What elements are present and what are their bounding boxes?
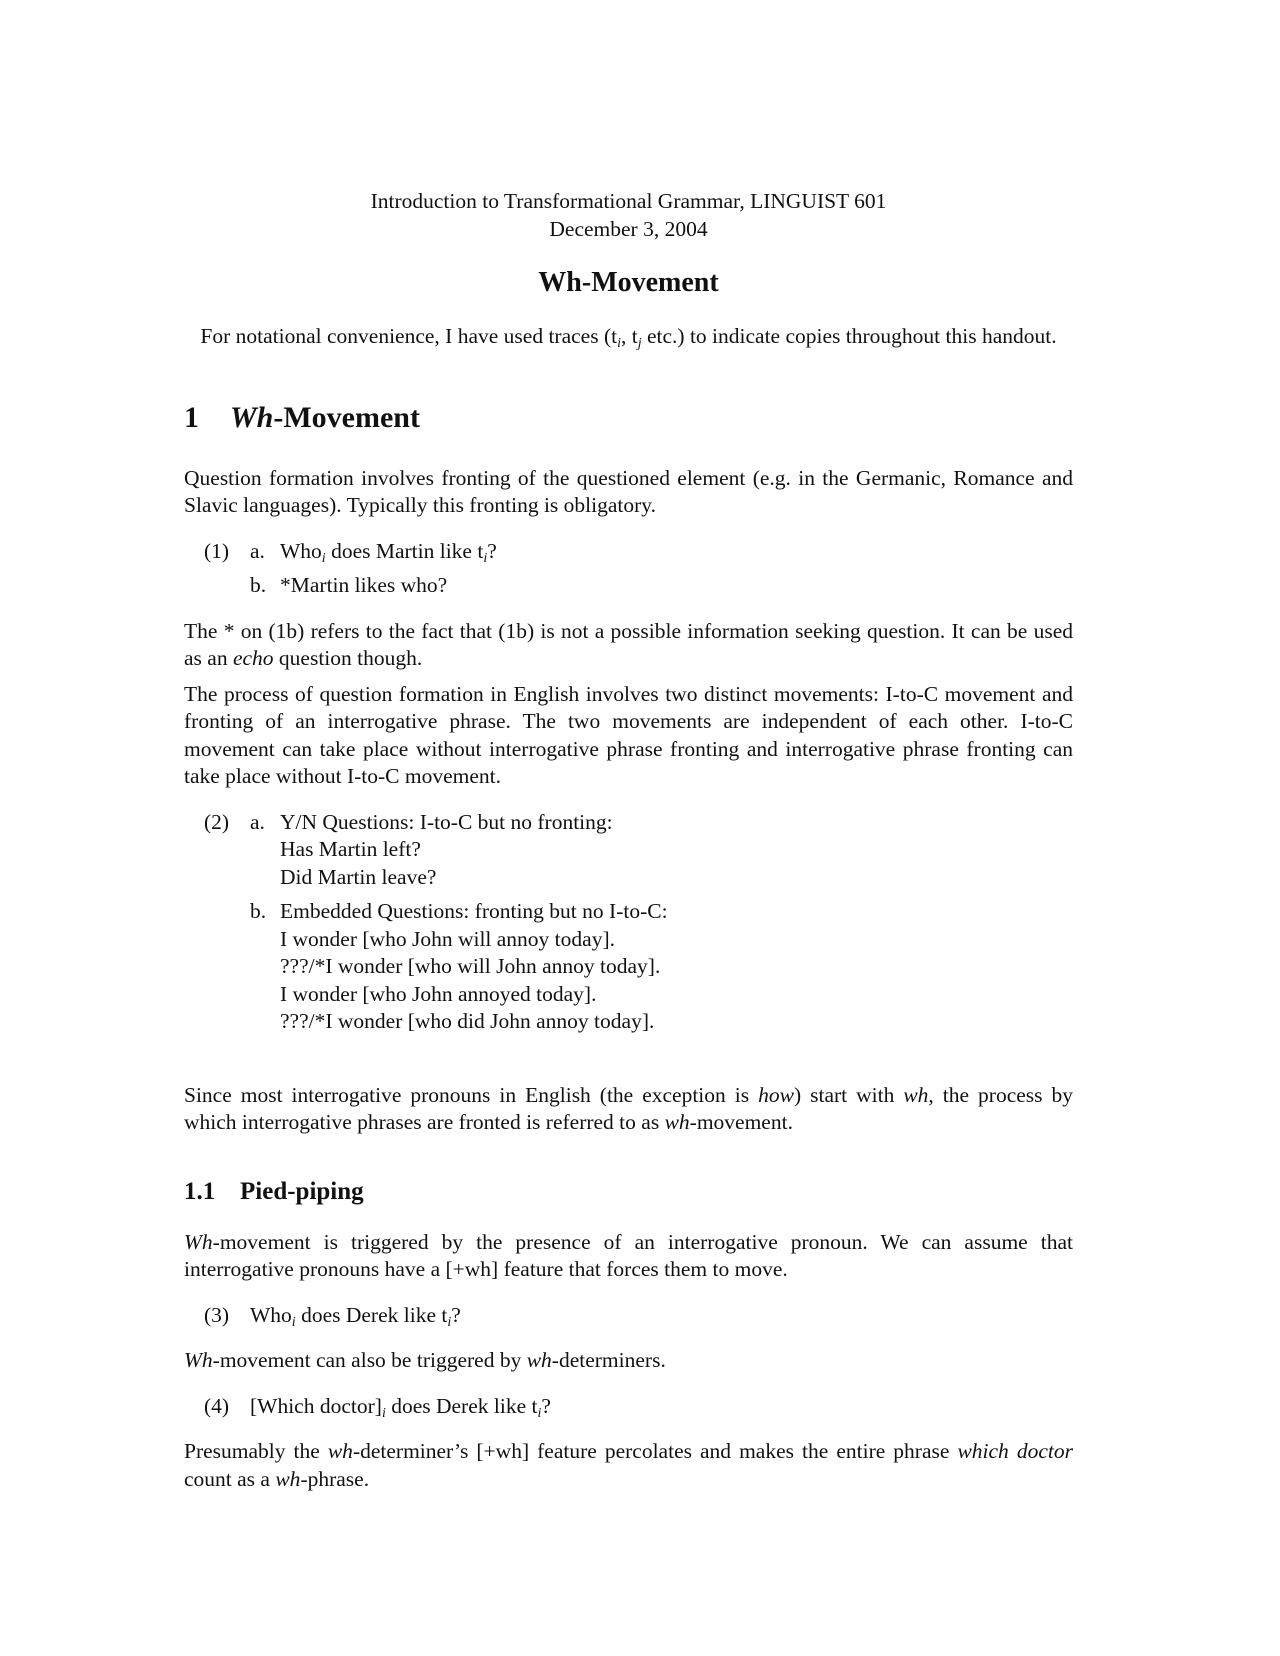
paragraph-text: question though. [273,646,423,670]
subsection-title: Pied-piping [240,1177,364,1205]
example-text: does Derek like t [295,1302,448,1327]
example-number: (1) [204,538,230,563]
index-sub: i [537,1405,542,1421]
index-sub: i [291,1314,296,1330]
note-comma: , t [620,324,638,348]
example-number: (3) [204,1302,230,1327]
note-prefix: For notational convenience, I have used traces (t [200,324,618,348]
example-line: ???/*I wonder [who did John annoy today]. [280,1009,655,1033]
paragraph-text: -determiner’s [+wh] feature percolates and makes the entire phrase [352,1439,958,1463]
paragraph-text: -movement can also be triggered by [212,1348,527,1372]
paragraph-italic: wh [664,1110,690,1134]
paragraph-italic: wh [526,1348,552,1372]
example-text: ? [487,538,497,563]
example-line: I wonder [who John will annoy today]. [280,926,615,951]
item-letter: a. [250,809,265,834]
date-line: December 3, 2004 [549,216,708,241]
example-1 [204,538,1073,600]
item-letter: b. [250,573,267,597]
note-suffix: etc.) to indicate copies throughout this handout. [641,324,1057,348]
section-1-1-heading [184,1177,1073,1207]
paragraph [184,618,1073,673]
example-text: Who [280,538,322,563]
example-3 [204,1302,1073,1330]
index-sub: i [381,1405,386,1421]
item-letter: a. [250,538,265,563]
paragraph-italic: wh [327,1439,353,1463]
example-line: Did Martin leave? [280,864,437,889]
paragraph: The process of question formation in English involves two distinct movements: I-to-C movement and fronting of an interrogative phrase. The two movements are independent of each other. I-to-C movement can take place without interrogative phrase fronting and interrogative phrase fronting can take place without I-to-C movement. [184,681,1073,788]
example-item-a [250,538,1073,566]
example-line: Embedded Questions: fronting but no I-to-C: [280,899,668,923]
paragraph [184,1438,1073,1493]
subsection-number: 1.1 [184,1177,216,1205]
example-text: does Derek like t [385,1393,538,1418]
paragraph-text: -determiners. [551,1348,666,1372]
paragraph-text: Since most interrogative pronouns in English (the exception is [184,1082,759,1107]
example-text: ? [451,1302,461,1327]
index-sub: i [321,550,326,566]
paragraph-text: , the process by which interrogative phrases are fronted is referred to as [184,1082,1074,1134]
document-header [184,188,1073,243]
section-1-heading [184,401,1073,435]
paragraph-text: -movement. [689,1110,793,1134]
paragraph-text: ) start with [793,1082,904,1107]
paragraph-italic: Wh [184,1348,213,1372]
example-text: does Martin like t [325,538,484,563]
document-title: Wh-Movement [538,267,719,298]
example-number: (2) [204,809,230,834]
paragraph [184,1229,1073,1284]
course-line: Introduction to Transformational Grammar, LINGUIST 601 [370,189,887,213]
example-number: (4) [204,1393,230,1418]
paragraph-text: -phrase. [300,1466,370,1491]
paragraph-text: count as a [184,1466,276,1491]
paragraph-italic: echo [232,646,274,670]
example-line: Y/N Questions: I-to-C but no fronting: [280,809,613,834]
paragraph-italic: how [758,1082,794,1107]
section-title-rest: -Movement [273,400,420,434]
paragraph-italic: wh [275,1466,301,1491]
example-item-b [250,572,1073,600]
note-sub-i: i [617,336,621,351]
example-item-b [250,898,1073,1036]
example-item-a [250,809,1073,892]
paragraph-text: Presumably the [184,1439,328,1463]
example-text: Who [250,1302,292,1327]
index-sub: i [447,1314,452,1330]
example-text: [Which doctor] [250,1393,382,1418]
section-number: 1 [184,400,199,434]
item-letter: b. [250,899,267,923]
section-title-italic: Wh [230,400,274,434]
example-text: *Martin likes who? [280,573,448,597]
paragraph [184,1082,1073,1137]
example-line: ???/*I wonder [who will John annoy today]. [280,954,661,978]
paragraph: Question formation involves fronting of the questioned element (e.g. in the Germanic, Romance and Slavic languages). Typically this fronting is obligatory. [184,465,1073,517]
example-line: I wonder [who John annoyed today]. [280,981,597,1006]
index-sub: i [483,550,488,566]
paragraph-italic: Wh [184,1229,213,1254]
paragraph-text: The * on (1b) refers to the fact that (1b) is not a possible information seeking question. It can be used as an [184,618,1073,670]
notation-note [196,323,1061,351]
paragraph-italic: which doctor [957,1439,1073,1463]
example-4 [204,1393,1073,1421]
paragraph [184,1347,1073,1375]
example-2 [204,809,1073,1036]
paragraph-italic: wh [903,1082,929,1107]
note-sub-j: j [637,336,642,351]
example-text: ? [541,1393,551,1418]
example-line: Has Martin left? [280,837,421,861]
paragraph-text: -movement is triggered by the presence of an interrogative pronoun. We can assume that interrogative pronouns have a [+wh] feature that forces them to move. [184,1229,1073,1281]
